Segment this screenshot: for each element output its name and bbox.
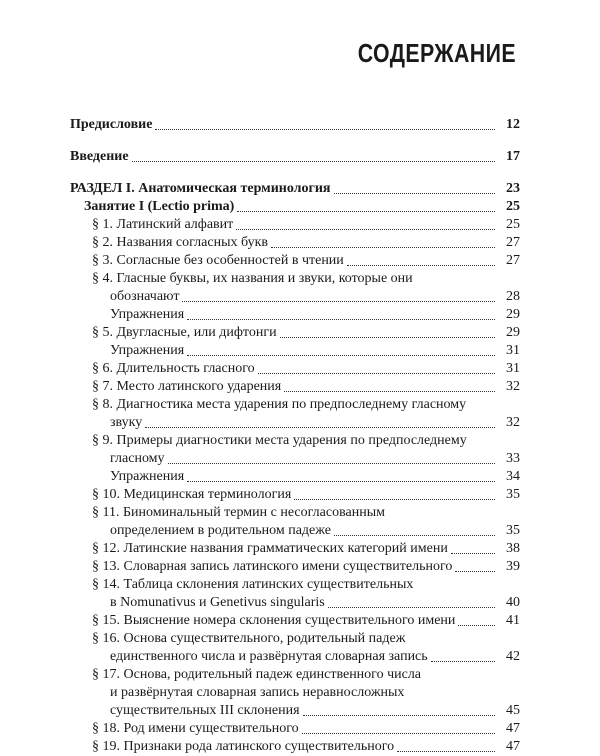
toc-entry-label: § 12. Латинские названия грамматических категорий имени xyxy=(92,541,448,556)
toc-entry-p16[interactable] xyxy=(70,648,520,666)
toc-entry-label: определением в родительном падеже xyxy=(110,523,331,538)
toc-page-number: 35 xyxy=(506,487,520,502)
toc-entry-p12[interactable] xyxy=(70,540,520,558)
toc-entry-label: существительных III склонения xyxy=(110,703,300,718)
leader-dots xyxy=(182,301,495,302)
leader-dots xyxy=(168,463,495,464)
toc-page-number: 38 xyxy=(506,541,520,556)
toc-entry-exercises-2[interactable] xyxy=(70,342,520,360)
leader-dots xyxy=(451,553,495,554)
toc-page-number: 25 xyxy=(506,217,520,232)
toc-entry-label: § 15. Выяснение номера склонения существительного имени xyxy=(92,613,456,628)
toc-page-number: 32 xyxy=(506,415,520,430)
toc-entry-p16-line1[interactable]: § 16. Основа существительного, родительный падеж xyxy=(92,631,406,646)
toc-entry-p14-line1[interactable]: § 14. Таблица склонения латинских существительных xyxy=(92,577,414,592)
toc-page-number: 42 xyxy=(506,649,520,664)
leader-dots xyxy=(280,337,495,338)
toc-entry-p5[interactable] xyxy=(70,324,520,342)
toc-page-number: 25 xyxy=(506,199,520,214)
toc-entry-label: § 5. Двугласные, или дифтонги xyxy=(92,325,277,340)
toc-page-number: 45 xyxy=(506,703,520,718)
toc-entry-label: Упражнения xyxy=(110,307,185,322)
leader-dots xyxy=(302,733,495,734)
toc-page-number: 47 xyxy=(506,721,520,736)
toc-entry-p8-line1[interactable]: § 8. Диагностика места ударения по предпоследнему гласному xyxy=(92,397,467,412)
toc-entry-section-1[interactable] xyxy=(70,180,520,198)
leader-dots xyxy=(294,499,495,500)
toc-entry-label: § 1. Латинский алфавит xyxy=(92,217,234,232)
leader-dots xyxy=(155,129,495,130)
page-title: СОДЕРЖАНИЕ xyxy=(357,38,516,68)
toc-entry-p14[interactable] xyxy=(70,594,520,612)
toc-entry-label: Занятие I (Lectio prima) xyxy=(84,199,235,214)
leader-dots xyxy=(236,229,495,230)
leader-dots xyxy=(187,481,495,482)
toc-entry-p18[interactable] xyxy=(70,720,520,738)
toc-entry-p6[interactable] xyxy=(70,360,520,378)
toc-page-number: 29 xyxy=(506,307,520,322)
leader-dots xyxy=(455,571,495,572)
toc-entry-label: обозначают xyxy=(110,289,180,304)
toc-entry-label: Введение xyxy=(70,149,129,164)
toc-entry-label: в Nomunativus и Genetivus singularis xyxy=(110,595,325,610)
leader-dots xyxy=(145,427,495,428)
toc-page-number: 32 xyxy=(506,379,520,394)
toc-entry-p9-line1[interactable]: § 9. Примеры диагностики места ударения по предпоследнему xyxy=(92,433,467,448)
toc-entry-label: Упражнения xyxy=(110,343,185,358)
toc-entry-label: § 13. Словарная запись латинского имени существительного xyxy=(92,559,453,574)
toc-page-number: 29 xyxy=(506,325,520,340)
toc-entry-p7[interactable] xyxy=(70,378,520,396)
toc-page-number: 23 xyxy=(506,181,520,196)
leader-dots xyxy=(328,607,495,608)
toc-page-number: 39 xyxy=(506,559,520,574)
leader-dots xyxy=(187,319,495,320)
leader-dots xyxy=(132,161,495,162)
table-of-contents xyxy=(70,116,520,756)
toc-entry-p17-line2[interactable]: и развёрнутая словарная запись неравносложных xyxy=(110,685,405,700)
toc-entry-label: Предисловие xyxy=(70,117,153,132)
toc-page-number: 34 xyxy=(506,469,520,484)
toc-entry-label: звуку xyxy=(110,415,143,430)
toc-page-number: 40 xyxy=(506,595,520,610)
toc-entry-label: § 3. Согласные без особенностей в чтении xyxy=(92,253,344,268)
toc-page-number: 31 xyxy=(506,361,520,376)
toc-page-number: 35 xyxy=(506,523,520,538)
toc-entry-label: § 18. Род имени существительного xyxy=(92,721,299,736)
toc-entry-label: Упражнения xyxy=(110,469,185,484)
toc-entry-exercises-3[interactable] xyxy=(70,468,520,486)
toc-page-number: 28 xyxy=(506,289,520,304)
toc-entry-label: § 10. Медицинская терминология xyxy=(92,487,292,502)
toc-entry-p17-line1[interactable]: § 17. Основа, родительный падеж единственного числа xyxy=(92,667,422,682)
leader-dots xyxy=(458,625,495,626)
toc-entry-label: § 2. Названия согласных букв xyxy=(92,235,268,250)
toc-entry-p9[interactable] xyxy=(70,450,520,468)
toc-entry-lesson-1[interactable] xyxy=(70,198,520,216)
leader-dots xyxy=(284,391,495,392)
toc-entry-label: единственного числа и развёрнутая словарная запись xyxy=(110,649,428,664)
toc-entry-p15[interactable] xyxy=(70,612,520,630)
leader-dots xyxy=(334,193,496,194)
toc-entry-p4-line1[interactable]: § 4. Гласные буквы, их названия и звуки, которые они xyxy=(92,271,413,286)
toc-entry-p4[interactable] xyxy=(70,288,520,306)
toc-page-number: 47 xyxy=(506,739,520,754)
toc-page-number: 12 xyxy=(506,117,520,132)
toc-page-number: 41 xyxy=(506,613,520,628)
leader-dots xyxy=(303,715,495,716)
toc-entry-intro[interactable] xyxy=(70,148,520,166)
toc-entry-p19[interactable] xyxy=(70,738,520,756)
leader-dots xyxy=(237,211,495,212)
toc-entry-p2[interactable] xyxy=(70,234,520,252)
toc-entry-p1[interactable] xyxy=(70,216,520,234)
toc-entry-label: гласному xyxy=(110,451,165,466)
toc-page-number: 31 xyxy=(506,343,520,358)
toc-entry-label: § 7. Место латинского ударения xyxy=(92,379,282,394)
toc-entry-preface[interactable] xyxy=(70,116,520,134)
toc-entry-exercises-1[interactable] xyxy=(70,306,520,324)
toc-page-number: 17 xyxy=(506,149,520,164)
leader-dots xyxy=(187,355,495,356)
toc-entry-p11[interactable] xyxy=(70,522,520,540)
leader-dots xyxy=(334,535,495,536)
leader-dots xyxy=(347,265,495,266)
leader-dots xyxy=(397,751,495,752)
toc-entry-p17[interactable] xyxy=(70,702,520,720)
toc-entry-p3[interactable] xyxy=(70,252,520,270)
toc-page-number: 27 xyxy=(506,253,520,268)
toc-entry-label: РАЗДЕЛ I. Анатомическая терминология xyxy=(70,181,331,196)
toc-entry-p11-line1[interactable]: § 11. Биноминальный термин с несогласованным xyxy=(92,505,385,520)
leader-dots xyxy=(258,373,495,374)
leader-dots xyxy=(431,661,495,662)
toc-page-number: 27 xyxy=(506,235,520,250)
toc-entry-p13[interactable] xyxy=(70,558,520,576)
toc-entry-label: § 6. Длительность гласного xyxy=(92,361,255,376)
leader-dots xyxy=(271,247,495,248)
toc-entry-p8[interactable] xyxy=(70,414,520,432)
toc-entry-label: § 19. Признаки рода латинского существительного xyxy=(92,739,395,754)
toc-entry-p10[interactable] xyxy=(70,486,520,504)
toc-page-number: 33 xyxy=(506,451,520,466)
